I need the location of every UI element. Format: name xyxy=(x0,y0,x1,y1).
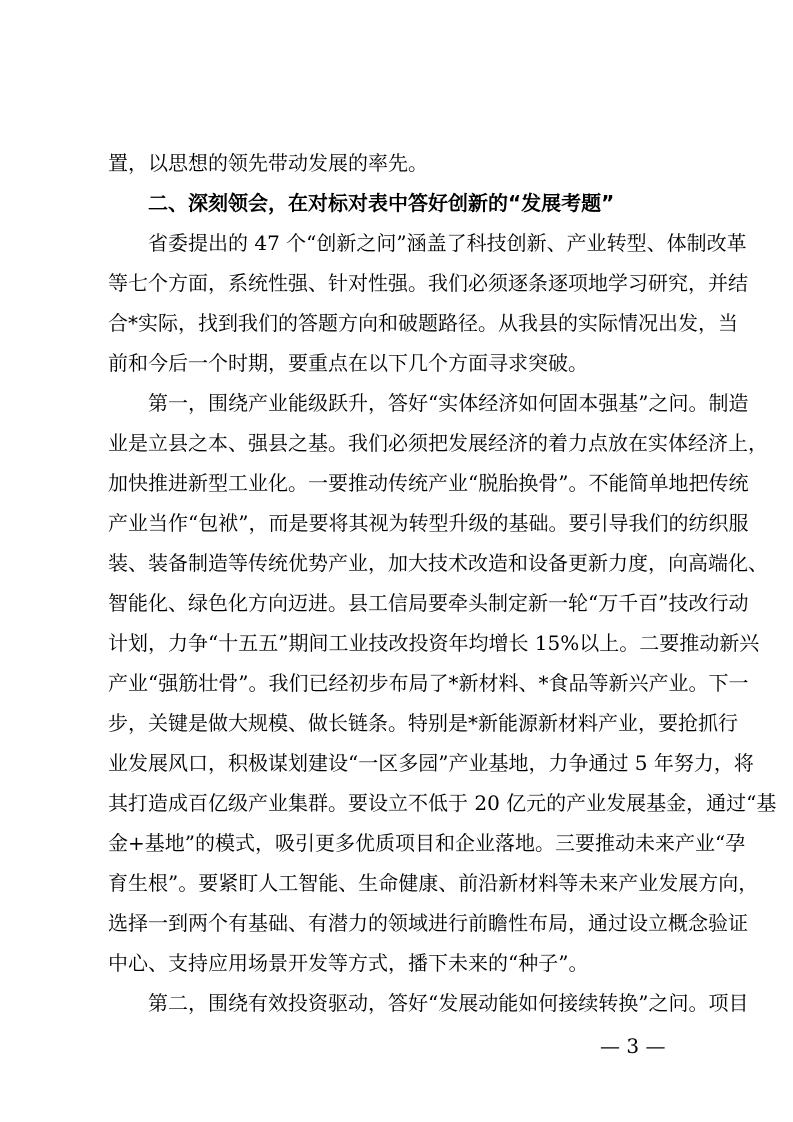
section-heading: 二、深刻领会，在对标对表中答好创新的“发展考题” xyxy=(148,191,615,215)
paragraph-line: 省委提出的 47 个“创新之问”涵盖了科技创新、产业转型、体制改革 xyxy=(148,231,747,255)
paragraph-line: 第一，围绕产业能级跃升，答好“实体经济如何固本强基”之问。制造 xyxy=(148,391,749,415)
paragraph-line: 其打造成百亿级产业集群。要设立不低于 20 亿元的产业发展基金，通过“基 xyxy=(108,791,777,815)
paragraph-line: 业发展风口，积极谋划建设“一区多园”产业基地，力争通过 5 年努力，将 xyxy=(108,751,754,775)
paragraph-line: 计划，力争“十五五”期间工业技改投资年均增长 15%以上。二要推动新兴 xyxy=(108,631,760,655)
paragraph-line: 选择一到两个有基础、有潜力的领域进行前瞻性布局，通过设立概念验证 xyxy=(108,911,748,935)
paragraph-line: 加快推进新型工业化。一要推动传统产业“脱胎换骨”。不能简单地把传统 xyxy=(108,471,749,495)
paragraph-line: 业是立县之本、强县之基。我们必须把发展经济的着力点放在实体经济上， xyxy=(108,431,768,455)
paragraph-line: 产业“强筋壮骨”。我们已经初步布局了*新材料、*食品等新兴产业。下一 xyxy=(108,671,749,695)
paragraph-line: 智能化、绿色化方向迈进。县工信局要牵头制定新一轮“万千百”技改行动 xyxy=(108,591,749,615)
paragraph-line: 产业当作“包袱”，而是要将其视为转型升级的基础。要引导我们的纺织服 xyxy=(108,511,749,535)
paragraph-line: 装、装备制造等传统优势产业，加大技术改造和设备更新力度，向高端化、 xyxy=(108,551,768,575)
paragraph-line: 等七个方面，系统性强、针对性强。我们必须逐条逐项地学习研究，并结 xyxy=(108,271,748,295)
paragraph-line: 合*实际，找到我们的答题方向和破题路径。从我县的实际情况出发，当 xyxy=(108,311,738,335)
paragraph-line: 金+基地”的模式，吸引更多优质项目和企业落地。三要推动未来产业“孕 xyxy=(108,831,746,855)
page-number: — 3 — xyxy=(600,1034,666,1058)
paragraph-line: 前和今后一个时期，要重点在以下几个方面寻求突破。 xyxy=(108,351,588,375)
paragraph-line: 第二，围绕有效投资驱动，答好“发展动能如何接续转换”之问。项目 xyxy=(148,991,749,1015)
paragraph-line: 育生根”。要紧盯人工智能、生命健康、前沿新材料等未来产业发展方向， xyxy=(108,871,759,895)
paragraph-line: 中心、支持应用场景开发等方式，播下未来的“种子”。 xyxy=(108,951,589,975)
paragraph-line: 置，以思想的领先带动发展的率先。 xyxy=(108,151,428,175)
paragraph-line: 步，关键是做大规模、做长链条。特别是*新能源新材料产业，要抢抓行 xyxy=(108,711,738,735)
